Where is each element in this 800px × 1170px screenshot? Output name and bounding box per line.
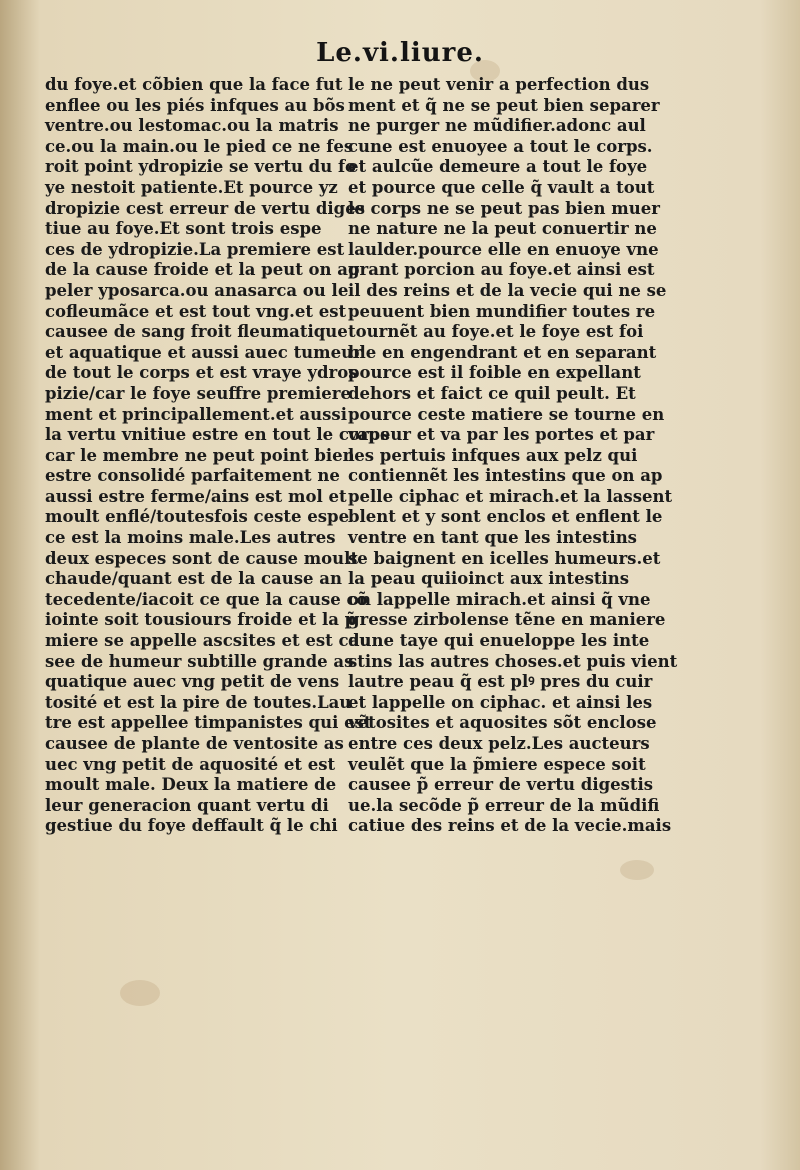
text-line: ment et q̃ ne se peut bien separer bbox=[348, 95, 660, 115]
text-line: tournẽt au foye.et le foye est foi bbox=[348, 322, 644, 342]
paper-stain bbox=[620, 860, 654, 880]
text-line: causee p̃ erreur de vertu digestis bbox=[348, 775, 654, 795]
text-line: cofleumãce et est tout vng.et est bbox=[45, 301, 347, 321]
text-line: et lappelle on ciphac. et ainsi les bbox=[348, 692, 653, 712]
running-header: Le.vi.liure. bbox=[316, 38, 484, 68]
text-line: ye nestoit patiente.Et pource yz bbox=[45, 177, 338, 197]
text-line: ne nature ne la peut conuertir ne bbox=[348, 219, 657, 239]
text-line: quatique auec vng petit de vens bbox=[45, 672, 340, 692]
text-line: dropizie cest erreur de vertu diges bbox=[45, 198, 365, 218]
text-line: aussi estre ferme/ains est mol et bbox=[45, 486, 347, 506]
text-line: les pertuis infques aux pelz qui bbox=[348, 445, 638, 465]
text-line: cune est enuoyee a tout le corps. bbox=[348, 136, 653, 156]
text-line: il des reins et de la vecie qui ne se bbox=[348, 280, 667, 300]
text-line: moult enflé/toutesfois ceste espe bbox=[45, 507, 350, 527]
text-line: laulder.pource elle en enuoye vne bbox=[348, 239, 659, 259]
text-line: lautre peau q̃ est plꝰ pres du cuir bbox=[348, 672, 653, 692]
text-line: et aulcũe demeure a tout le foye bbox=[348, 157, 648, 177]
text-line: la peau quiioinct aux intestins bbox=[348, 569, 630, 589]
text-line: miere se appelle ascsites et est cau bbox=[45, 631, 372, 651]
text-line: ventre en tant que les intestins bbox=[348, 528, 637, 548]
left-text-column bbox=[45, 75, 390, 837]
text-line: grant porcion au foye.et ainsi est bbox=[348, 260, 655, 280]
text-line: pizie/car le foye seuffre premiere bbox=[45, 383, 351, 403]
text-line: tosité et est la pire de toutes.Lau bbox=[45, 692, 352, 712]
right-text-column bbox=[348, 75, 678, 837]
text-line: see de humeur subtille grande as bbox=[45, 651, 354, 671]
text-line: le corps ne se peut pas bien muer bbox=[348, 198, 660, 218]
text-line: dehors et faict ce quil peult. Et bbox=[348, 383, 636, 403]
text-line: peuuent bien mundifier toutes re bbox=[348, 301, 656, 321]
text-line: et pource que celle q̃ vault a tout bbox=[348, 177, 655, 197]
text-line: ment et principallement.et aussi bbox=[45, 404, 347, 424]
text-line: car le membre ne peut point bien bbox=[45, 445, 355, 465]
text-line: ce est la moins male.Les autres bbox=[45, 528, 336, 548]
text-line: moult male. Deux la matiere de bbox=[45, 775, 337, 795]
text-line: ventre.ou lestomac.ou la matris bbox=[45, 116, 339, 136]
text-line: tre est appellee timpanistes qui est bbox=[45, 713, 372, 733]
text-line: blent et y sont enclos et enflent le bbox=[348, 507, 663, 527]
text-line: vapeur et va par les portes et par bbox=[348, 425, 655, 445]
text-line: contiennẽt les intestins que on ap bbox=[348, 466, 663, 486]
text-line: de la cause froide et la peut on ap bbox=[45, 260, 360, 280]
text-line: leur generacion quant vertu di bbox=[45, 795, 329, 815]
text-line: du foye.et cõbien que la face fut bbox=[45, 75, 343, 94]
text-line: chaude/quant est de la cause an bbox=[45, 569, 342, 589]
text-line: peler yposarca.ou anasarca ou le bbox=[45, 280, 349, 300]
text-line: stins las autres choses.et puis vient bbox=[348, 651, 678, 671]
text-line: on lappelle mirach.et ainsi q̃ vne bbox=[348, 589, 651, 609]
text-line: gestiue du foye deffault q̃ le chi bbox=[45, 816, 338, 836]
text-line: uec vng petit de aquosité et est bbox=[45, 754, 336, 774]
text-line: enflee ou les piés infques au bõs bbox=[45, 95, 345, 115]
text-line: causee de plante de ventosite as bbox=[45, 734, 344, 753]
text-line: vẽtosites et aquosites sõt enclose bbox=[348, 713, 657, 733]
text-line: pource ceste matiere se tourne en bbox=[348, 404, 665, 424]
text-line: le ne peut venir a perfection dus bbox=[348, 75, 650, 94]
text-line: iointe soit tousiours froide et la p̃ bbox=[45, 610, 357, 630]
text-line: tecedente/iacoit ce que la cause cõ bbox=[45, 589, 368, 609]
text-line: ne purger ne mũdifier.adonc aul bbox=[348, 116, 646, 136]
text-line: ue.la secõde p̃ erreur de la mũdifi bbox=[348, 795, 660, 815]
text-line: ce.ou la main.ou le pied ce ne fes bbox=[45, 136, 354, 156]
text-line: gresse zirbolense tẽne en maniere bbox=[348, 610, 666, 630]
text-line: causee de sang froit fleumatique bbox=[45, 322, 348, 342]
text-line: ble en engendrant et en separant bbox=[348, 342, 657, 362]
text-line: la vertu vnitiue estre en tout le corps bbox=[45, 425, 390, 445]
text-line: catiue des reins et de la vecie.mais bbox=[348, 816, 672, 836]
text-line: estre consolidé parfaitement ne bbox=[45, 466, 340, 486]
text-line: pelle ciphac et mirach.et la lassent bbox=[348, 486, 673, 506]
text-line: se baignent en icelles humeurs.et bbox=[348, 548, 661, 568]
text-line: de tout le corps et est vraye ydros bbox=[45, 363, 358, 383]
text-line: veulẽt que la p̃miere espece soit bbox=[348, 754, 646, 774]
text-line: roit point ydropizie se vertu du fo bbox=[45, 157, 357, 177]
paper-stain bbox=[120, 980, 160, 1006]
text-line: dune taye qui enueloppe les inte bbox=[348, 631, 650, 651]
text-line: pource est il foible en expellant bbox=[348, 363, 641, 383]
text-line: ces de ydropizie.La premiere est bbox=[45, 239, 345, 259]
text-line: tiue au foye.Et sont trois espe bbox=[45, 219, 322, 239]
text-line: entre ces deux pelz.Les aucteurs bbox=[348, 734, 650, 753]
text-line: et aquatique et aussi auec tumeur bbox=[45, 342, 362, 362]
text-line: deux especes sont de cause moult bbox=[45, 548, 359, 568]
